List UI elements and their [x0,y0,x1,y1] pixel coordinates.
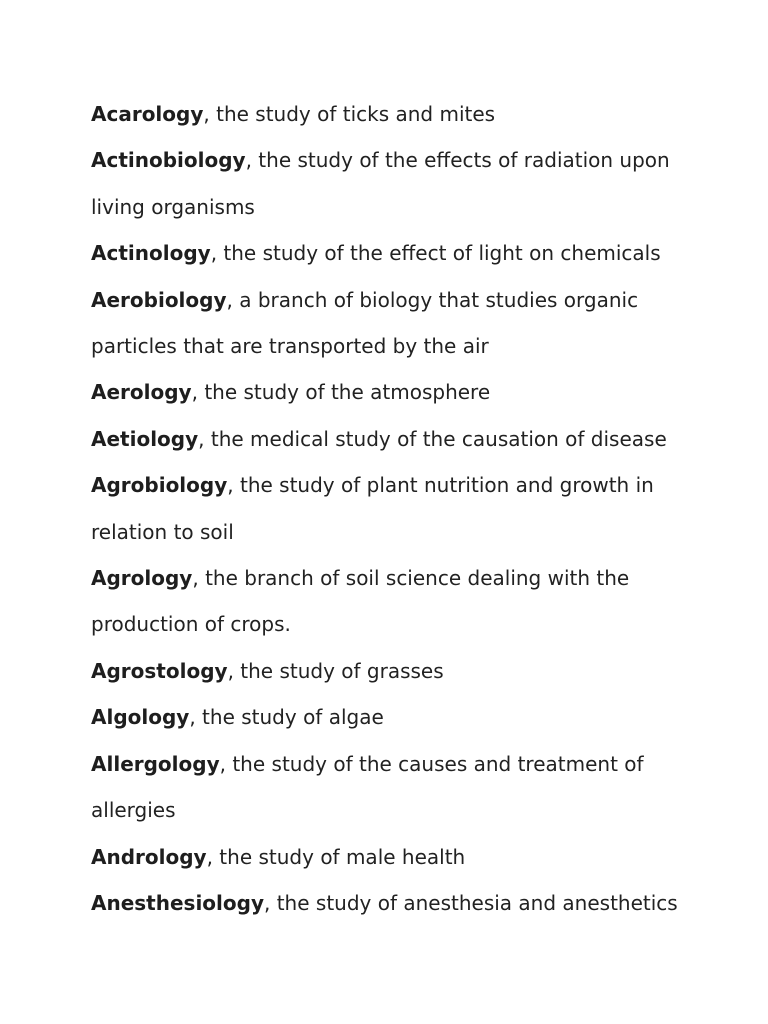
glossary-entry [91,416,691,462]
glossary-entry [91,741,691,834]
entry-definition: , the medical study of the causation of disease [198,426,667,451]
entry-term: Actinology [91,241,211,266]
entry-definition: , the study of plant nutrition and growth in relation to soil [91,473,654,544]
entry-term: Agrostology [91,658,228,683]
entry-term: Aetiology [91,426,199,451]
entry-definition: , the study of the effect of light on chemicals [210,241,661,266]
entry-term: Andrology [91,844,207,869]
entry-definition: , the branch of soil science dealing with the production of crops. [91,566,630,637]
glossary-entry [91,694,691,740]
glossary-entry [91,369,691,415]
entry-definition: , the study of algae [189,705,384,730]
entry-definition: , the study of grasses [227,658,444,683]
entry-term: Agrology [91,566,193,591]
entry-term: Algology [91,705,190,730]
glossary-entry [91,91,691,137]
entry-definition: , the study of male health [206,844,466,869]
entry-term: Actinobiology [91,148,246,173]
entry-term: Aerology [91,380,192,405]
glossary-entry [91,834,691,880]
entry-definition: , the study of ticks and mites [203,102,496,126]
entry-definition: , the study of anesthesia and anesthetics [264,890,678,915]
entry-term: Acarology [91,102,204,126]
glossary-list [91,91,691,926]
entry-definition: , the study of the atmosphere [191,380,491,405]
entry-term: Allergology [91,751,220,776]
entry-term: Agrobiology [91,473,228,498]
glossary-entry [91,277,691,370]
glossary-entry [91,137,691,230]
entry-definition: , the study of the effects of radiation upon living organisms [91,148,670,219]
glossary-entry [91,880,691,926]
entry-term: Aerobiology [91,287,227,312]
glossary-entry [91,555,691,648]
entry-term: Anesthesiology [91,890,264,915]
entry-definition: , the study of the causes and treatment of allergies [91,751,644,823]
glossary-entry [91,462,691,555]
glossary-entry [91,230,691,276]
entry-definition: , a branch of biology that studies organic particles that are transported by the air [91,287,639,359]
glossary-entry [91,648,691,694]
